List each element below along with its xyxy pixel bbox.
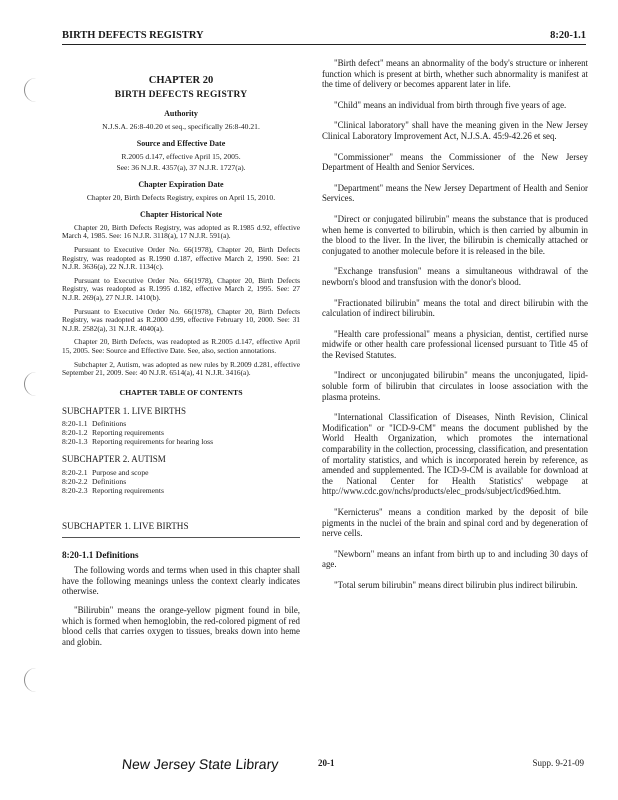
- history-note: Pursuant to Executive Order No. 66(1978), Chapter 20, Birth Defects Registry, was readopted as R.2000 d.99, effective February 10, 2000. See: 31 N.J.R. 2582(a), 31 N.J.R. 4040(a).: [62, 306, 300, 333]
- toc-entry-number: 8:20-1.3: [62, 437, 88, 447]
- toc-entry-title: Purpose and scope: [92, 467, 149, 477]
- expiration-heading: Chapter Expiration Date: [138, 180, 224, 190]
- definition-paragraph: "Birth defect" means an abnormality of the body's structure or inherent function which is present at birth, whether such abnormality is manifest at the time of delivery or becomes apparent later in life.: [322, 58, 588, 90]
- history-note: Pursuant to Executive Order No. 66(1978), Chapter 20, Birth Defects Registry, was readopted as R.1990 d.187, effective March 2, 1990. See: 21 N.J.R. 3636(a), 22 N.J.R. 1134(c).: [62, 244, 300, 272]
- header-rule: [62, 44, 586, 45]
- source-text: R.2005 d.147, effective April 15, 2005.: [121, 152, 241, 162]
- toc-entry-number: 8:20-2.2: [62, 476, 88, 486]
- toc-entry-title: Reporting requirements: [92, 428, 164, 438]
- source-heading: Source and Effective Date: [136, 138, 226, 148]
- toc-entry-title: Definitions: [92, 476, 127, 486]
- toc-entry-number: 8:20-1.2: [62, 428, 88, 438]
- header-section-number: 8:20-1.1: [550, 30, 586, 41]
- definition-paragraph: "Total serum bilirubin" means direct bilirubin plus indirect bilirubin.: [334, 579, 578, 590]
- definition-paragraph: "International Classification of Diseases, Ninth Revision, Clinical Modification" or "ICD-9-CM" means the document published by the World Health Organization, which promotes the international comparability in the collection, processing, classification, and presentation of mortality statistics, and which is incorporated herein by reference, as amended and supplemented. The ICD-9-CM is available for download at the National Center for Health Statistics' webpage at http://www.cdc.gov/nchs/products/elec_prods/subject/icd96ed.htm.: [322, 412, 588, 497]
- source-text: See: 36 N.J.R. 4357(a), 37 N.J.R. 1727(a).: [116, 163, 246, 173]
- page-number: 20-1: [318, 758, 335, 768]
- body-paragraph: The following words and terms when used in this chapter shall have the following meanings unless the context clearly indicates otherwise.: [62, 565, 300, 597]
- definition-paragraph: "Health care professional" means a physician, dentist, certified nurse midwife or other health care professional licensed pursuant to Title 45 of the Revised Statutes.: [322, 328, 588, 360]
- definition-paragraph: "Fractionated bilirubin" means the total and direct bilirubin with the calculation of indirect bilirubin.: [322, 297, 588, 319]
- right-column: [322, 58, 588, 601]
- library-watermark: New Jersey State Library: [121, 756, 280, 772]
- toc-entry[interactable]: [62, 428, 300, 437]
- toc-entry[interactable]: [62, 419, 300, 428]
- history-note: Pursuant to Executive Order No. 66(1978), Chapter 20, Birth Defects Registry, was readopted as R.1995 d.182, effective March 2, 1995. See: 27 N.J.R. 269(a), 27 N.J.R. 1410(b).: [62, 275, 300, 302]
- body-paragraph: "Bilirubin" means the orange-yellow pigment found in bile, which is formed when hemoglobin, the red-colored pigment of red blood cells that carries oxygen to tissues, breaks down into heme and globin.: [62, 604, 300, 647]
- history-heading: Chapter Historical Note: [139, 210, 223, 220]
- supplement-date: Supp. 9-21-09: [532, 758, 584, 768]
- history-note: Subchapter 2, Autism, was adopted as new rules by R.2009 d.281, effective September 21, 2009. See: 40 N.J.R. 6514(a), 41 N.J.R. 3416(a).: [62, 359, 300, 378]
- definition-paragraph: "Exchange transfusion" means a simultaneous withdrawal of the newborn's blood and transfusion with the donor's blood.: [322, 266, 588, 287]
- authority-heading: Authority: [164, 108, 198, 118]
- toc-entry-title: Definitions: [92, 419, 127, 429]
- definition-paragraph: "Indirect or unconjugated bilirubin" means the unconjugated, lipid-soluble form of bilirubin that circulates in loose association with the plasma proteins.: [322, 370, 588, 402]
- definition-paragraph: "Newborn" means an infant from birth up to and including 30 days of age.: [322, 548, 588, 570]
- definition-paragraph: "Commissioner" means the Commissioner of the New Jersey Department of Health and Senior Services.: [322, 151, 588, 173]
- definition-paragraph: "Clinical laboratory" shall have the meaning given in the New Jersey Clinical Laboratory Improvement Act, N.J.S.A. 45:9-42.26 et seq.: [322, 120, 588, 141]
- definition-paragraph: "Child" means an individual from birth through five years of age.: [334, 99, 567, 110]
- header-title: BIRTH DEFECTS REGISTRY: [62, 30, 204, 41]
- section-title: 8:20-1.1 Definitions: [62, 549, 139, 560]
- toc-entry[interactable]: [62, 468, 300, 477]
- history-note: Chapter 20, Birth Defects, was readopted as R.2005 d.147, effective April 15, 2005. See: Source and Effective Date. See, also, section annotations.: [62, 337, 300, 355]
- left-column: [62, 58, 300, 655]
- page-footer: [0, 752, 618, 774]
- toc-entry[interactable]: [62, 477, 300, 486]
- toc-subchapter: SUBCHAPTER 1. LIVE BIRTHS: [62, 405, 186, 416]
- authority-text: N.J.S.A. 26:8-40.20 et seq., specifically 26:8-40.21.: [102, 121, 260, 131]
- subchapter-heading: SUBCHAPTER 1. LIVE BIRTHS: [62, 521, 300, 538]
- definition-paragraph: "Kernicterus" means a condition marked by the deposit of bile pigments in the nuclei of the brain and spinal cord and by degeneration of nerve cells.: [322, 507, 588, 539]
- toc-heading: CHAPTER TABLE OF CONTENTS: [119, 387, 243, 397]
- toc-subchapter: SUBCHAPTER 2. AUTISM: [62, 454, 166, 465]
- history-note: Chapter 20, Birth Defects Registry, was adopted as R.1985 d.92, effective March 4, 1985. See: 16 N.J.R. 3118(a), 17 N.J.R. 591(a).: [62, 222, 300, 241]
- margin-punch-mark: [24, 78, 43, 102]
- running-header: [62, 26, 586, 44]
- definition-paragraph: "Direct or conjugated bilirubin" means the substance that is produced when heme is converted to bilirubin, which is then carried by albumin in the blood to the liver. In the liver, the bilirubin is chemically attached or conjugated to another molecule before it is released in the bile.: [322, 213, 588, 256]
- definition-paragraph: "Department" means the New Jersey Department of Health and Senior Services.: [322, 182, 588, 204]
- toc-entry-number: 8:20-1.1: [62, 419, 88, 429]
- toc-entry[interactable]: [62, 437, 300, 446]
- toc-entry-title: Reporting requirements for hearing loss: [92, 437, 214, 447]
- chapter-number: CHAPTER 20: [148, 75, 214, 86]
- toc-entry-number: 8:20-2.1: [62, 467, 88, 477]
- expiration-text: Chapter 20, Birth Defects Registry, expires on April 15, 2010.: [86, 193, 276, 203]
- margin-punch-mark: [24, 668, 43, 692]
- toc-entry-number: 8:20-2.3: [62, 485, 88, 495]
- chapter-name: BIRTH DEFECTS REGISTRY: [114, 90, 248, 101]
- toc-entry[interactable]: [62, 486, 300, 495]
- toc-entry-title: Reporting requirements: [92, 485, 164, 495]
- margin-punch-mark: [24, 372, 43, 396]
